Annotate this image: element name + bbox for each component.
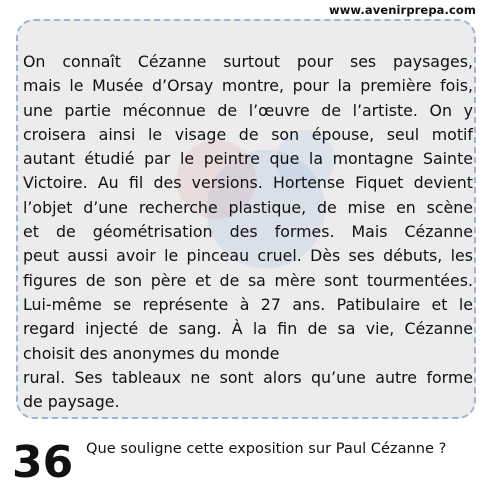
passage-line: de paysage. xyxy=(23,392,120,412)
passage-text xyxy=(23,50,473,414)
passage-line: figures de son père et de sa mère sont tourmentées. xyxy=(23,270,473,290)
passage-line: croisera ainsi le visage de son épouse, seul motif xyxy=(23,124,473,144)
passage-line: une partie méconnue de l’œuvre de l’artiste. On y xyxy=(23,100,473,120)
passage-line: On connaît Cézanne surtout pour ses paysages, xyxy=(23,52,473,71)
passage-line: peut aussi avoir le pinceau cruel. Dès ses débuts, les xyxy=(23,246,473,266)
passage-line: Victoire. Au fil des versions. Hortense Fiquet devient xyxy=(23,173,473,193)
question-text: Que souligne cette exposition sur Paul Cézanne ? xyxy=(86,440,447,457)
passage-line: autant étudié par le peintre que la montagne Sainte xyxy=(23,149,473,169)
question-number: 36 xyxy=(12,437,74,488)
passage-line: mais le Musée d’Orsay montre, pour la première fois, xyxy=(23,76,473,96)
passage-line: et de géométrisation des formes. Mais Cézanne xyxy=(23,222,473,242)
site-url: www.avenirprepa.com xyxy=(328,3,476,17)
passage-box xyxy=(16,19,476,419)
passage-line: Lui-même se représente à 27 ans. Patibulaire et le xyxy=(23,294,473,314)
passage-line: rural. Ses tableaux ne sont alors qu’une autre forme xyxy=(23,367,473,387)
passage-line: choisit des anonymes du monde xyxy=(23,343,280,363)
passage-line: l’objet d’une recherche plastique, de mise en scène xyxy=(23,197,473,217)
passage-line: regard injecté de sang. À la fin de sa vie, Cézanne xyxy=(23,319,473,339)
